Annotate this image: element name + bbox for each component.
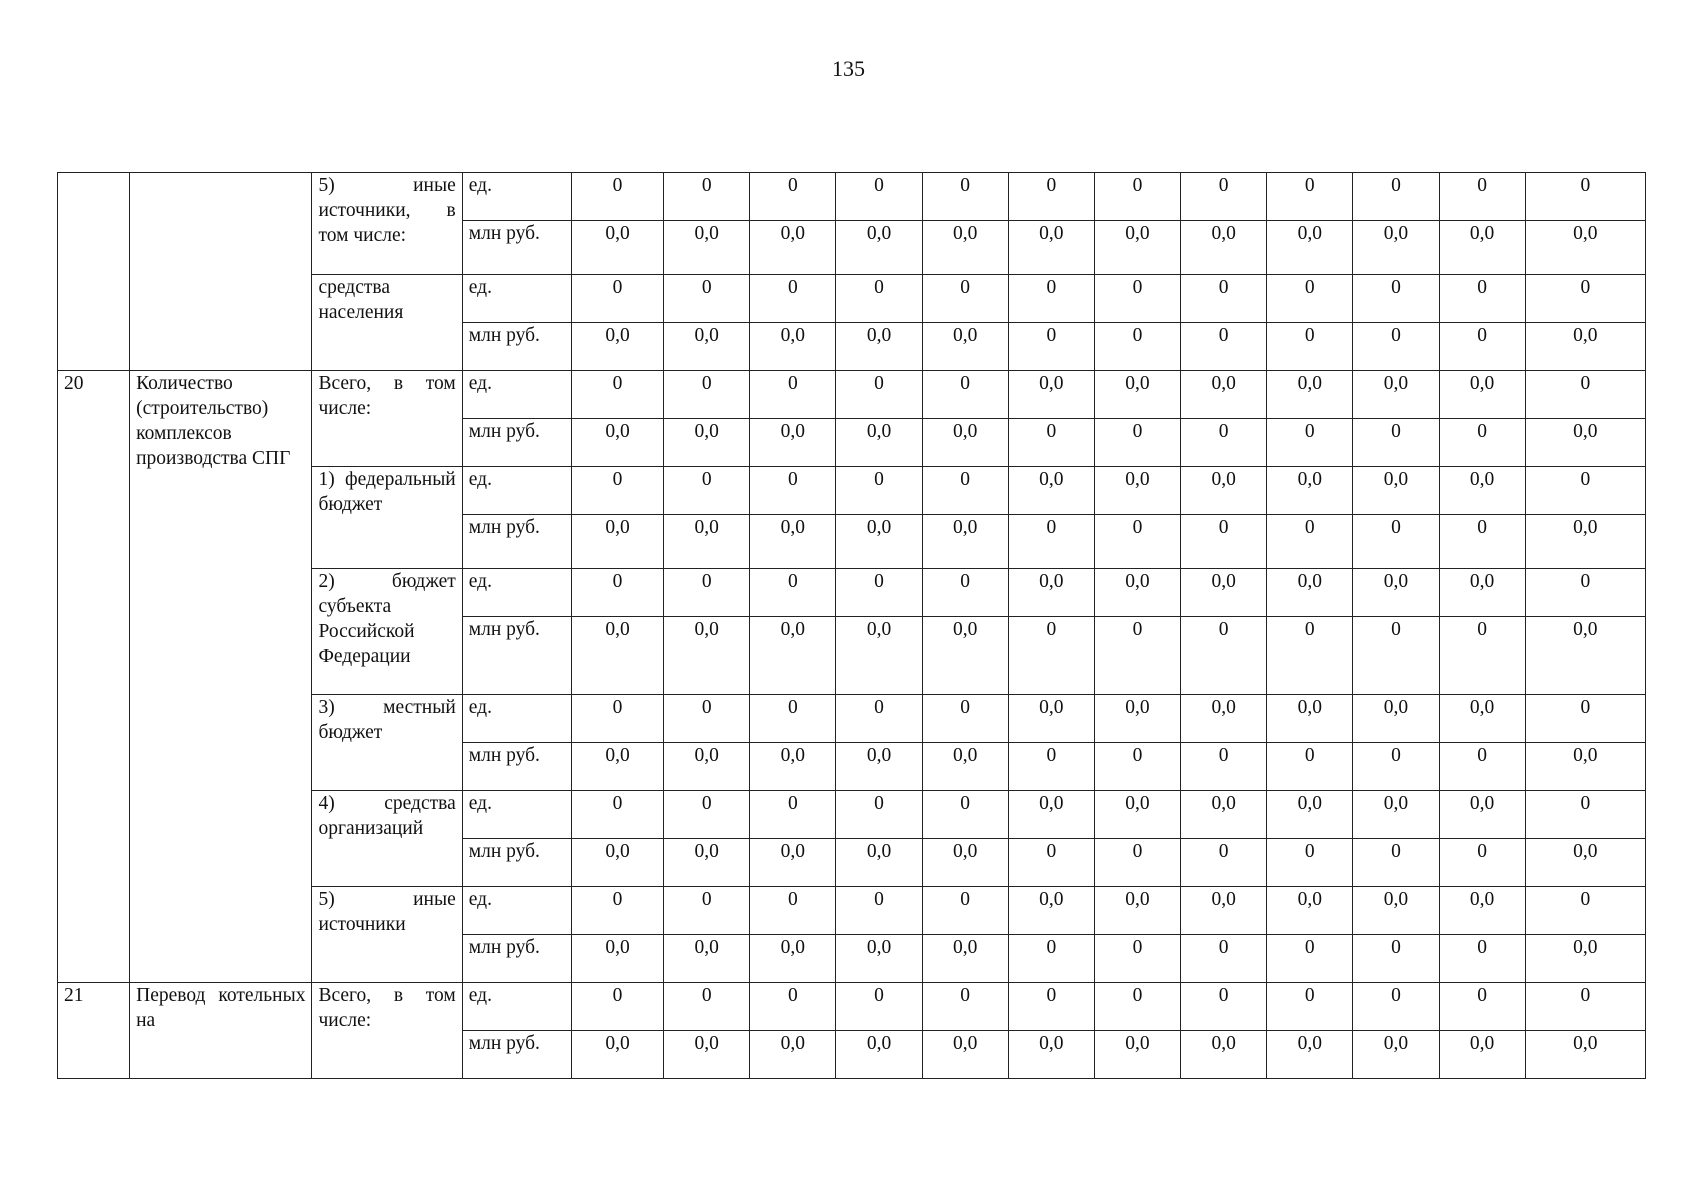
value-cell: 0 [1439, 983, 1525, 1031]
unit-cell: ед. [462, 569, 571, 617]
value-cell: 0,0 [922, 515, 1008, 569]
value-cell: 0 [1439, 275, 1525, 323]
value-cell: 0 [1008, 419, 1094, 467]
value-cell: 0 [571, 173, 663, 221]
value-cell: 0 [1353, 275, 1439, 323]
value-cell: 0,0 [1094, 371, 1180, 419]
value-cell: 0 [750, 695, 836, 743]
table-row [58, 371, 1646, 419]
value-cell: 0 [836, 371, 922, 419]
indicator-cell [130, 173, 312, 371]
value-cell: 0 [1008, 983, 1094, 1031]
value-cell: 0,0 [750, 935, 836, 983]
value-cell: 0,0 [1353, 221, 1439, 275]
value-cell: 0,0 [664, 935, 750, 983]
value-cell: 0 [1439, 515, 1525, 569]
value-cell: 0 [1094, 983, 1180, 1031]
value-cell: 0 [750, 173, 836, 221]
value-cell: 0 [836, 569, 922, 617]
value-cell: 0,0 [922, 323, 1008, 371]
value-cell: 0,0 [1267, 791, 1353, 839]
value-cell: 0,0 [922, 935, 1008, 983]
value-cell: 0,0 [836, 221, 922, 275]
value-cell: 0 [664, 791, 750, 839]
value-cell: 0 [1267, 935, 1353, 983]
value-cell: 0,0 [571, 323, 663, 371]
value-cell: 0 [750, 887, 836, 935]
value-cell: 0 [1094, 935, 1180, 983]
value-cell: 0 [1008, 839, 1094, 887]
value-cell: 0,0 [1439, 791, 1525, 839]
value-cell: 0,0 [836, 419, 922, 467]
value-cell: 0 [571, 695, 663, 743]
unit-cell: млн руб. [462, 1031, 571, 1079]
unit-cell: ед. [462, 371, 571, 419]
row-number-cell [58, 173, 130, 371]
value-cell: 0 [922, 569, 1008, 617]
value-cell: 0,0 [1267, 371, 1353, 419]
value-cell: 0 [1353, 323, 1439, 371]
value-cell: 0,0 [1353, 569, 1439, 617]
value-cell: 0,0 [1008, 1031, 1094, 1079]
source-cell-local: 3) местный бюджет [312, 695, 462, 791]
value-cell: 0,0 [664, 839, 750, 887]
value-cell: 0,0 [836, 1031, 922, 1079]
value-cell: 0,0 [1439, 695, 1525, 743]
data-table [57, 172, 1646, 1079]
value-cell: 0 [836, 275, 922, 323]
value-cell: 0 [1267, 275, 1353, 323]
value-cell: 0,0 [1094, 221, 1180, 275]
source-cell-federal: 1) федеральный бюджет [312, 467, 462, 569]
value-cell: 0 [1525, 791, 1645, 839]
value-cell: 0,0 [1008, 569, 1094, 617]
value-cell: 0 [1094, 275, 1180, 323]
value-cell: 0 [1094, 743, 1180, 791]
value-cell: 0,0 [1353, 887, 1439, 935]
value-cell: 0 [1267, 323, 1353, 371]
unit-cell: млн руб. [462, 743, 571, 791]
value-cell: 0 [664, 887, 750, 935]
value-cell: 0 [1525, 467, 1645, 515]
source-cell-population: средства населения [312, 275, 462, 371]
value-cell: 0,0 [1525, 743, 1645, 791]
value-cell: 0,0 [1439, 467, 1525, 515]
value-cell: 0,0 [571, 1031, 663, 1079]
value-cell: 0,0 [664, 617, 750, 695]
value-cell: 0,0 [750, 515, 836, 569]
value-cell: 0 [922, 275, 1008, 323]
value-cell: 0 [1439, 617, 1525, 695]
unit-cell: млн руб. [462, 221, 571, 275]
value-cell: 0 [571, 371, 663, 419]
value-cell: 0 [922, 173, 1008, 221]
unit-cell: ед. [462, 275, 571, 323]
unit-cell: млн руб. [462, 419, 571, 467]
value-cell: 0,0 [836, 839, 922, 887]
value-cell: 0 [1181, 275, 1267, 323]
value-cell: 0,0 [1008, 791, 1094, 839]
value-cell: 0 [1181, 839, 1267, 887]
value-cell: 0 [1267, 419, 1353, 467]
value-cell: 0 [836, 467, 922, 515]
value-cell: 0,0 [664, 515, 750, 569]
value-cell: 0 [836, 983, 922, 1031]
value-cell: 0,0 [922, 1031, 1008, 1079]
value-cell: 0,0 [571, 515, 663, 569]
value-cell: 0,0 [664, 221, 750, 275]
value-cell: 0 [1353, 515, 1439, 569]
value-cell: 0 [1008, 617, 1094, 695]
value-cell: 0 [1525, 695, 1645, 743]
value-cell: 0 [1439, 323, 1525, 371]
indicator-21: Перевод котельных на [130, 983, 312, 1079]
value-cell: 0 [1094, 617, 1180, 695]
unit-cell: млн руб. [462, 515, 571, 569]
value-cell: 0,0 [1439, 1031, 1525, 1079]
value-cell: 0 [1181, 323, 1267, 371]
value-cell: 0 [1353, 983, 1439, 1031]
value-cell: 0 [1525, 371, 1645, 419]
value-cell: 0 [1008, 935, 1094, 983]
value-cell: 0 [571, 983, 663, 1031]
value-cell: 0,0 [836, 743, 922, 791]
value-cell: 0,0 [571, 935, 663, 983]
value-cell: 0 [750, 371, 836, 419]
value-cell: 0,0 [1181, 695, 1267, 743]
value-cell: 0,0 [1353, 1031, 1439, 1079]
value-cell: 0,0 [922, 617, 1008, 695]
value-cell: 0 [664, 467, 750, 515]
value-cell: 0,0 [1008, 371, 1094, 419]
value-cell: 0,0 [1525, 935, 1645, 983]
unit-cell: ед. [462, 467, 571, 515]
value-cell: 0 [1181, 935, 1267, 983]
value-cell: 0,0 [750, 419, 836, 467]
value-cell: 0,0 [1094, 791, 1180, 839]
value-cell: 0,0 [571, 839, 663, 887]
value-cell: 0 [1267, 617, 1353, 695]
value-cell: 0 [664, 569, 750, 617]
value-cell: 0 [1525, 275, 1645, 323]
source-cell-other-incl: 5) иные источники, в том числе: [312, 173, 462, 275]
value-cell: 0,0 [1267, 887, 1353, 935]
value-cell: 0,0 [571, 743, 663, 791]
value-cell: 0,0 [836, 617, 922, 695]
value-cell: 0,0 [1439, 569, 1525, 617]
value-cell: 0,0 [1353, 371, 1439, 419]
unit-cell: млн руб. [462, 617, 571, 695]
value-cell: 0,0 [1439, 371, 1525, 419]
value-cell: 0,0 [1525, 515, 1645, 569]
value-cell: 0 [664, 695, 750, 743]
value-cell: 0 [836, 887, 922, 935]
value-cell: 0 [1267, 743, 1353, 791]
unit-cell: ед. [462, 173, 571, 221]
unit-cell: ед. [462, 983, 571, 1031]
value-cell: 0 [1181, 983, 1267, 1031]
source-cell-total-21: Всего, в том числе: [312, 983, 462, 1079]
value-cell: 0,0 [1353, 695, 1439, 743]
value-cell: 0,0 [1267, 221, 1353, 275]
value-cell: 0 [571, 887, 663, 935]
value-cell: 0 [1267, 839, 1353, 887]
value-cell: 0,0 [1525, 617, 1645, 695]
value-cell: 0,0 [1267, 695, 1353, 743]
value-cell: 0 [750, 467, 836, 515]
value-cell: 0 [1094, 839, 1180, 887]
value-cell: 0,0 [571, 617, 663, 695]
value-cell: 0,0 [1094, 1031, 1180, 1079]
value-cell: 0,0 [922, 743, 1008, 791]
source-cell-total-20: Всего, в том числе: [312, 371, 462, 467]
value-cell: 0,0 [922, 221, 1008, 275]
value-cell: 0,0 [1525, 839, 1645, 887]
value-cell: 0 [1353, 173, 1439, 221]
value-cell: 0,0 [836, 935, 922, 983]
unit-cell: млн руб. [462, 935, 571, 983]
value-cell: 0 [1008, 275, 1094, 323]
value-cell: 0,0 [922, 419, 1008, 467]
value-cell: 0 [1439, 419, 1525, 467]
value-cell: 0 [922, 371, 1008, 419]
value-cell: 0 [1094, 323, 1180, 371]
row-number-21: 21 [58, 983, 130, 1079]
value-cell: 0,0 [922, 839, 1008, 887]
value-cell: 0 [1008, 515, 1094, 569]
value-cell: 0,0 [750, 839, 836, 887]
value-cell: 0,0 [1439, 887, 1525, 935]
value-cell: 0 [750, 791, 836, 839]
value-cell: 0 [922, 983, 1008, 1031]
value-cell: 0,0 [1439, 221, 1525, 275]
value-cell: 0 [922, 791, 1008, 839]
value-cell: 0,0 [1008, 221, 1094, 275]
table-row [58, 173, 1646, 221]
value-cell: 0,0 [750, 617, 836, 695]
value-cell: 0 [1353, 935, 1439, 983]
value-cell: 0 [1439, 743, 1525, 791]
value-cell: 0,0 [750, 221, 836, 275]
value-cell: 0 [1181, 617, 1267, 695]
value-cell: 0,0 [1181, 569, 1267, 617]
value-cell: 0 [1094, 419, 1180, 467]
value-cell: 0,0 [664, 419, 750, 467]
value-cell: 0 [1094, 515, 1180, 569]
value-cell: 0 [836, 173, 922, 221]
unit-cell: млн руб. [462, 839, 571, 887]
value-cell: 0 [922, 887, 1008, 935]
indicator-20: Количество (строительство) комплексов производства СПГ [130, 371, 312, 983]
value-cell: 0,0 [1181, 371, 1267, 419]
value-cell: 0,0 [1094, 569, 1180, 617]
value-cell: 0,0 [836, 515, 922, 569]
value-cell: 0 [1353, 419, 1439, 467]
value-cell: 0,0 [664, 743, 750, 791]
value-cell: 0 [1439, 935, 1525, 983]
value-cell: 0 [1267, 983, 1353, 1031]
value-cell: 0 [836, 695, 922, 743]
value-cell: 0 [1267, 515, 1353, 569]
value-cell: 0 [664, 371, 750, 419]
value-cell: 0 [1181, 173, 1267, 221]
value-cell: 0 [922, 467, 1008, 515]
value-cell: 0,0 [1181, 221, 1267, 275]
value-cell: 0,0 [1353, 467, 1439, 515]
value-cell: 0 [571, 275, 663, 323]
value-cell: 0 [1525, 887, 1645, 935]
value-cell: 0 [1525, 983, 1645, 1031]
value-cell: 0,0 [750, 323, 836, 371]
value-cell: 0,0 [1008, 695, 1094, 743]
value-cell: 0 [1353, 617, 1439, 695]
value-cell: 0,0 [1181, 887, 1267, 935]
unit-cell: ед. [462, 887, 571, 935]
row-number-20: 20 [58, 371, 130, 983]
value-cell: 0,0 [1181, 1031, 1267, 1079]
value-cell: 0 [1181, 419, 1267, 467]
value-cell: 0,0 [1525, 323, 1645, 371]
value-cell: 0 [664, 983, 750, 1031]
unit-cell: млн руб. [462, 323, 571, 371]
value-cell: 0 [836, 791, 922, 839]
value-cell: 0 [750, 569, 836, 617]
value-cell: 0 [1525, 173, 1645, 221]
value-cell: 0,0 [750, 1031, 836, 1079]
unit-cell: ед. [462, 791, 571, 839]
value-cell: 0,0 [1094, 467, 1180, 515]
value-cell: 0,0 [1267, 569, 1353, 617]
value-cell: 0,0 [664, 323, 750, 371]
value-cell: 0 [750, 983, 836, 1031]
value-cell: 0 [571, 791, 663, 839]
page-number: 135 [832, 56, 865, 81]
value-cell: 0 [1181, 743, 1267, 791]
value-cell: 0 [1181, 515, 1267, 569]
value-cell: 0 [1008, 323, 1094, 371]
value-cell: 0 [1267, 173, 1353, 221]
value-cell: 0,0 [571, 419, 663, 467]
value-cell: 0,0 [836, 323, 922, 371]
value-cell: 0,0 [750, 743, 836, 791]
value-cell: 0,0 [1008, 467, 1094, 515]
value-cell: 0,0 [1267, 1031, 1353, 1079]
value-cell: 0,0 [664, 1031, 750, 1079]
value-cell: 0,0 [1008, 887, 1094, 935]
table-row [58, 983, 1646, 1031]
value-cell: 0,0 [1525, 1031, 1645, 1079]
source-cell-other: 5) иные источники [312, 887, 462, 983]
value-cell: 0 [1439, 173, 1525, 221]
value-cell: 0 [1353, 839, 1439, 887]
value-cell: 0,0 [571, 221, 663, 275]
value-cell: 0 [922, 695, 1008, 743]
value-cell: 0 [750, 275, 836, 323]
value-cell: 0 [571, 467, 663, 515]
value-cell: 0,0 [1267, 467, 1353, 515]
unit-cell: ед. [462, 695, 571, 743]
source-cell-org: 4) средства организаций [312, 791, 462, 887]
value-cell: 0 [1008, 743, 1094, 791]
value-cell: 0,0 [1181, 791, 1267, 839]
value-cell: 0 [1008, 173, 1094, 221]
value-cell: 0,0 [1525, 221, 1645, 275]
value-cell: 0 [1439, 839, 1525, 887]
value-cell: 0,0 [1094, 695, 1180, 743]
value-cell: 0 [664, 275, 750, 323]
value-cell: 0 [571, 569, 663, 617]
value-cell: 0 [1094, 173, 1180, 221]
value-cell: 0,0 [1525, 419, 1645, 467]
source-cell-subject: 2) бюджет субъекта Российской Федерации [312, 569, 462, 695]
value-cell: 0 [664, 173, 750, 221]
value-cell: 0,0 [1094, 887, 1180, 935]
value-cell: 0 [1525, 569, 1645, 617]
value-cell: 0,0 [1181, 467, 1267, 515]
value-cell: 0,0 [1353, 791, 1439, 839]
value-cell: 0 [1353, 743, 1439, 791]
